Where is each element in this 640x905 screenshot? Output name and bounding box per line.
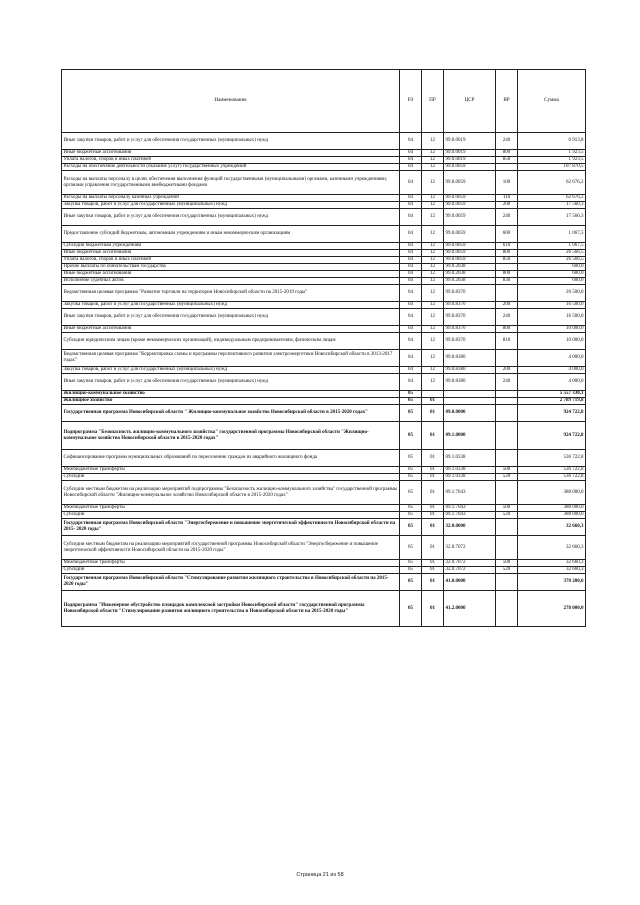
cell-name: Закупка товаров, работ и услуг для государственных (муниципальных) нужд (62, 367, 400, 374)
cell-name: Межбюджетные трансферты (62, 505, 400, 512)
cell-csr (444, 398, 496, 405)
header-pr: ПР (422, 70, 444, 133)
cell-vr: 830 (496, 278, 518, 285)
cell-rz: 05 (400, 574, 422, 591)
cell-pr: 01 (422, 591, 444, 627)
cell-vr (496, 422, 518, 450)
cell-name: Иные бюджетные ассигнования (62, 250, 400, 257)
cell-sum: 4 000,0 (518, 374, 586, 391)
cell-pr: 12 (422, 285, 444, 302)
cell-csr: 99.0.0059 (444, 257, 496, 264)
cell-sum: 10 000,0 (518, 326, 586, 333)
cell-vr (496, 164, 518, 171)
cell-csr: 99.0.8370 (444, 326, 496, 333)
cell-name: Уплата налогов, сборов и иных платежей (62, 157, 400, 164)
cell-rz: 04 (400, 285, 422, 302)
table-row (62, 450, 586, 467)
cell-pr: 12 (422, 133, 444, 150)
cell-sum: 278 000,0 (518, 591, 586, 627)
cell-vr: 800 (496, 271, 518, 278)
table-row (62, 202, 586, 209)
cell-csr: 99.0.2038 (444, 278, 496, 285)
table-row (62, 285, 586, 302)
cell-csr: 99.0.0059 (444, 243, 496, 250)
cell-vr: 800 (496, 250, 518, 257)
cell-pr: 01 (422, 574, 444, 591)
cell-csr: 99.0.2038 (444, 264, 496, 271)
cell-pr: 12 (422, 271, 444, 278)
table-row (62, 326, 586, 333)
cell-sum: 1 067,5 (518, 243, 586, 250)
cell-rz: 05 (400, 536, 422, 560)
cell-name: Уплата налогов, сборов и иных платежей (62, 257, 400, 264)
cell-csr: 99.0.0059 (444, 209, 496, 226)
table-row (62, 309, 586, 326)
cell-csr: 99.0.8380 (444, 367, 496, 374)
cell-vr (496, 519, 518, 536)
cell-csr: 99.0.8370 (444, 302, 496, 309)
cell-name: Иные закупки товаров, работ и услуг для обеспечения государственных (муниципальных) нужд (62, 209, 400, 226)
cell-pr: 01 (422, 567, 444, 574)
cell-pr: 01 (422, 481, 444, 505)
cell-sum: 2 789 719,8 (518, 398, 586, 405)
cell-name: Иные бюджетные ассигнования (62, 150, 400, 157)
cell-rz: 04 (400, 202, 422, 209)
cell-vr: 800 (496, 326, 518, 333)
cell-pr: 12 (422, 326, 444, 333)
cell-csr: 09.1.7043 (444, 481, 496, 505)
cell-vr: 240 (496, 209, 518, 226)
table-row (62, 257, 586, 264)
cell-sum: 6 913,8 (518, 133, 586, 150)
table-row (62, 519, 586, 536)
cell-pr: 12 (422, 257, 444, 264)
cell-vr: 850 (496, 257, 518, 264)
table-row (62, 474, 586, 481)
cell-name: Межбюджетные трансферты (62, 560, 400, 567)
cell-rz: 05 (400, 391, 422, 398)
cell-vr: 520 (496, 512, 518, 519)
cell-name: Субсидии (62, 474, 400, 481)
cell-pr: 12 (422, 202, 444, 209)
table-row (62, 481, 586, 505)
cell-pr: 01 (422, 422, 444, 450)
cell-name: Субсидии (62, 567, 400, 574)
cell-vr: 240 (496, 374, 518, 391)
cell-sum: 1 923,5 (518, 150, 586, 157)
cell-sum: 1 923,5 (518, 157, 586, 164)
cell-pr: 12 (422, 209, 444, 226)
cell-sum: 388 000,0 (518, 505, 586, 512)
header-rz: РЗ (400, 70, 422, 133)
cell-csr: 32.0.7072 (444, 567, 496, 574)
cell-pr: 01 (422, 560, 444, 567)
cell-rz: 04 (400, 367, 422, 374)
table-row (62, 278, 586, 285)
cell-vr: 810 (496, 333, 518, 350)
cell-rz: 04 (400, 302, 422, 309)
cell-vr: 240 (496, 133, 518, 150)
cell-pr: 12 (422, 243, 444, 250)
cell-pr: 12 (422, 250, 444, 257)
cell-vr: 800 (496, 150, 518, 157)
cell-name: Субсидии местным бюджетам на реализацию мероприятий подпрограммы "Безопасность жилищно-коммунального хозяйства" государственной программы Новосибирской области "Жилищно-коммунальное хозяйство Новосибирской области в 2015-2020 годах" (62, 481, 400, 505)
cell-pr: 01 (422, 512, 444, 519)
cell-sum: 536 722,8 (518, 450, 586, 467)
cell-vr (496, 398, 518, 405)
cell-name: Расходы на выплаты персоналу в целях обеспечения выполнения функций государственными (муниципальными) органами, казенными учреждениями, органами управления государственными внебюджетными фондами (62, 171, 400, 195)
cell-csr: 99.0.8370 (444, 333, 496, 350)
cell-rz: 05 (400, 505, 422, 512)
table-row (62, 591, 586, 627)
cell-csr: 09.1.0338 (444, 450, 496, 467)
table-row (62, 250, 586, 257)
cell-csr: 99.0.0059 (444, 202, 496, 209)
table-row (62, 333, 586, 350)
cell-name: Исполнение судебных актов (62, 278, 400, 285)
cell-sum: 32 660,3 (518, 567, 586, 574)
cell-sum: 17 560,3 (518, 202, 586, 209)
cell-sum: 16 500,0 (518, 309, 586, 326)
cell-vr (496, 405, 518, 422)
cell-rz: 04 (400, 209, 422, 226)
cell-rz: 04 (400, 164, 422, 171)
cell-csr: 99.0.0059 (444, 250, 496, 257)
table-row (62, 560, 586, 567)
cell-csr: 99.0.8370 (444, 285, 496, 302)
cell-csr: 32.0.0000 (444, 519, 496, 536)
cell-pr: 12 (422, 367, 444, 374)
cell-pr: 12 (422, 150, 444, 157)
cell-csr: 99.0.0019 (444, 150, 496, 157)
cell-sum: 10 000,0 (518, 333, 586, 350)
cell-sum: 388 000,0 (518, 512, 586, 519)
cell-rz: 04 (400, 278, 422, 285)
cell-pr: 12 (422, 374, 444, 391)
cell-vr (496, 391, 518, 398)
cell-pr: 01 (422, 519, 444, 536)
cell-name: Государственная программа Новосибирской области "Стимулирование развития жилищного строительства в Новосибирской области на 2015-2020 годы" (62, 574, 400, 591)
table-row (62, 350, 586, 367)
table-row (62, 467, 586, 474)
cell-pr: 12 (422, 226, 444, 243)
cell-vr (496, 591, 518, 627)
cell-rz: 05 (400, 474, 422, 481)
cell-rz: 04 (400, 257, 422, 264)
cell-vr: 600 (496, 226, 518, 243)
cell-pr: 01 (422, 405, 444, 422)
cell-csr: 99.0.0019 (444, 133, 496, 150)
cell-sum: 924 722,8 (518, 422, 586, 450)
header-sum: Сумма (518, 70, 586, 133)
table-row (62, 391, 586, 398)
table-row (62, 536, 586, 560)
cell-pr: 12 (422, 333, 444, 350)
cell-name: Государственная программа Новосибирской области "Энергосбережение и повышение энергетической эффективности Новосибирской области на 2015- 2020 годы" (62, 519, 400, 536)
table-row (62, 157, 586, 164)
cell-rz: 04 (400, 243, 422, 250)
page-number: Страница 21 из 58 (296, 872, 344, 878)
cell-csr: 09.1.7043 (444, 512, 496, 519)
cell-sum: 370 200,0 (518, 574, 586, 591)
cell-rz: 04 (400, 264, 422, 271)
cell-name: Субсидии местным бюджетам на реализацию мероприятий государственной программы Новосибирской области "Энергосбережение и повышение энергетической эффективности Новосибирской области на 2015-2020 годы" (62, 536, 400, 560)
cell-vr: 520 (496, 567, 518, 574)
cell-sum: 4 000,0 (518, 350, 586, 367)
cell-rz: 04 (400, 350, 422, 367)
cell-csr: 32.0.7072 (444, 560, 496, 567)
cell-name: Иные закупки товаров, работ и услуг для обеспечения государственных (муниципальных) нужд (62, 133, 400, 150)
cell-rz: 04 (400, 250, 422, 257)
cell-name: Предоставление субсидий бюджетным, автономным учреждениям и иным некоммерческим организациям (62, 226, 400, 243)
cell-pr: 12 (422, 171, 444, 195)
table-row (62, 302, 586, 309)
cell-name: Жилищное хозяйство (62, 398, 400, 405)
cell-rz: 05 (400, 591, 422, 627)
table-row (62, 150, 586, 157)
cell-rz: 04 (400, 133, 422, 150)
cell-sum: 600,0 (518, 271, 586, 278)
cell-name: Субсидии юридическим лицам (кроме некоммерческих организаций), индивидуальным предпринимателям, физическим лицам (62, 333, 400, 350)
cell-csr: 99.0.0059 (444, 171, 496, 195)
cell-sum: 16 500,0 (518, 302, 586, 309)
cell-rz: 05 (400, 467, 422, 474)
cell-vr: 110 (496, 195, 518, 202)
cell-sum: 536 722,8 (518, 467, 586, 474)
cell-sum: 1 067,5 (518, 226, 586, 243)
cell-vr (496, 481, 518, 505)
table-row (62, 422, 586, 450)
cell-vr (496, 574, 518, 591)
cell-name: Прочие выплаты по обязательствам государства (62, 264, 400, 271)
cell-sum: 600,0 (518, 264, 586, 271)
cell-csr: 41.2.0000 (444, 591, 496, 627)
cell-rz: 04 (400, 171, 422, 195)
cell-vr: 240 (496, 309, 518, 326)
cell-name: Подпрограмма "Безопасность жилищно-коммунального хозяйства" государственной программы Новосибирской области "Жилищно-коммунальное хозяйство Новосибирской области в 2015-2020 годах" (62, 422, 400, 450)
cell-rz: 04 (400, 374, 422, 391)
cell-pr: 12 (422, 195, 444, 202)
cell-name: Жилищно-коммунальное хозяйство (62, 391, 400, 398)
cell-vr: 520 (496, 474, 518, 481)
cell-rz: 04 (400, 309, 422, 326)
table-row (62, 574, 586, 591)
cell-csr: 41.0.0000 (444, 574, 496, 591)
cell-sum: 62 676,2 (518, 171, 586, 195)
cell-vr: 200 (496, 302, 518, 309)
table-row (62, 264, 586, 271)
cell-csr: 32.0.7072 (444, 536, 496, 560)
cell-rz: 05 (400, 512, 422, 519)
cell-vr (496, 536, 518, 560)
cell-rz: 05 (400, 560, 422, 567)
table-row (62, 367, 586, 374)
cell-vr (496, 350, 518, 367)
cell-rz: 04 (400, 271, 422, 278)
cell-csr: 09.1.0338 (444, 474, 496, 481)
cell-name: Иные бюджетные ассигнования (62, 271, 400, 278)
cell-name: Закупка товаров, работ и услуг для государственных (муниципальных) нужд (62, 202, 400, 209)
cell-name: Иные закупки товаров, работ и услуг для обеспечения государственных (муниципальных) нужд (62, 374, 400, 391)
header-vr: ВР (496, 70, 518, 133)
cell-name: Межбюджетные трансферты (62, 467, 400, 474)
cell-csr: 99.0.0059 (444, 164, 496, 171)
table-row (62, 243, 586, 250)
cell-pr: 01 (422, 474, 444, 481)
cell-pr (422, 391, 444, 398)
cell-name: Государственная программа Новосибирской области " Жилищно-коммунальное хозяйство Новосибирской области в 2015-2020 годах" (62, 405, 400, 422)
cell-name: Субсидии (62, 512, 400, 519)
table-row (62, 164, 586, 171)
cell-sum: 924 722,8 (518, 405, 586, 422)
cell-vr: 850 (496, 157, 518, 164)
table-row (62, 512, 586, 519)
table-row (62, 171, 586, 195)
cell-pr: 12 (422, 164, 444, 171)
cell-rz: 04 (400, 333, 422, 350)
cell-name: Софинансирование программ муниципальных образований по переселению граждан из аварийного жилищного фонда (62, 450, 400, 467)
cell-vr: 500 (496, 467, 518, 474)
cell-csr: 09.1.0338 (444, 467, 496, 474)
cell-vr (496, 264, 518, 271)
table-row (62, 374, 586, 391)
table-row (62, 405, 586, 422)
cell-pr: 12 (422, 350, 444, 367)
cell-pr: 01 (422, 536, 444, 560)
cell-csr: 99.0.0059 (444, 195, 496, 202)
cell-pr: 01 (422, 450, 444, 467)
table-row (62, 398, 586, 405)
table-row (62, 271, 586, 278)
cell-csr (444, 391, 496, 398)
cell-pr: 12 (422, 157, 444, 164)
cell-sum: 5 557 330,1 (518, 391, 586, 398)
cell-name: Расходы на выплаты персоналу казенных учреждений (62, 195, 400, 202)
cell-pr: 01 (422, 505, 444, 512)
cell-name: Иные бюджетные ассигнования (62, 326, 400, 333)
cell-pr: 01 (422, 467, 444, 474)
cell-csr: 99.0.8380 (444, 350, 496, 367)
cell-sum: 17 560,3 (518, 209, 586, 226)
header-name: Наименование (62, 70, 400, 133)
cell-rz: 04 (400, 195, 422, 202)
budget-table (61, 69, 586, 627)
cell-sum: 62 676,2 (518, 195, 586, 202)
cell-name: Расходы на обеспечение деятельности (оказание услуг) государственных учреждений (62, 164, 400, 171)
cell-vr: 500 (496, 560, 518, 567)
cell-csr: 99.0.8370 (444, 309, 496, 326)
cell-name: Ведомственная целевая программа "Корректировка схемы и программы перспективного развития электроэнергетики Новосибирской области в 2013-2017 годах" (62, 350, 400, 367)
cell-csr: 99.0.0059 (444, 226, 496, 243)
cell-rz: 05 (400, 405, 422, 422)
cell-name: Субсидии бюджетным учреждениям (62, 243, 400, 250)
cell-rz: 04 (400, 226, 422, 243)
table-row (62, 567, 586, 574)
cell-name: Ведомственная целевая программа "Развитие торговли на территории Новосибирской области на 2015-2019 годы" (62, 285, 400, 302)
cell-rz: 05 (400, 519, 422, 536)
cell-csr: 09.1.0000 (444, 422, 496, 450)
cell-rz: 05 (400, 398, 422, 405)
cell-rz: 04 (400, 150, 422, 157)
cell-name: Подпрограмма "Инженерное обустройство площадок комплексной застройки Новосибирской области" государственной программы Новосибирской области "Стимулирование развития жилищного строительства в Новосибирской области на 2015-2020 годы" (62, 591, 400, 627)
cell-rz: 05 (400, 567, 422, 574)
cell-csr: 09.1.7043 (444, 505, 496, 512)
cell-csr: 99.0.0019 (444, 157, 496, 164)
table-row (62, 195, 586, 202)
cell-vr: 500 (496, 505, 518, 512)
cell-vr (496, 450, 518, 467)
cell-vr: 200 (496, 367, 518, 374)
cell-sum: 32 660,3 (518, 519, 586, 536)
cell-vr: 200 (496, 202, 518, 209)
cell-csr: 99.0.2038 (444, 271, 496, 278)
cell-sum: 388 000,0 (518, 481, 586, 505)
cell-sum: 4 000,0 (518, 367, 586, 374)
cell-sum: 26 500,0 (518, 285, 586, 302)
cell-name: Закупка товаров, работ и услуг для государственных (муниципальных) нужд (62, 302, 400, 309)
cell-pr: 01 (422, 398, 444, 405)
cell-rz: 04 (400, 326, 422, 333)
cell-pr: 12 (422, 302, 444, 309)
cell-vr (496, 285, 518, 302)
cell-sum: 32 660,3 (518, 536, 586, 560)
cell-rz: 05 (400, 422, 422, 450)
cell-csr: 09.0.0000 (444, 405, 496, 422)
cell-pr: 12 (422, 309, 444, 326)
cell-rz: 04 (400, 157, 422, 164)
cell-sum: 26 566,5 (518, 250, 586, 257)
table-row (62, 209, 586, 226)
cell-sum: 32 660,3 (518, 560, 586, 567)
cell-sum: 107 870,5 (518, 164, 586, 171)
header-csr: ЦСР (444, 70, 496, 133)
cell-sum: 26 566,5 (518, 257, 586, 264)
table-row (62, 505, 586, 512)
cell-pr: 12 (422, 278, 444, 285)
cell-csr: 99.0.8380 (444, 374, 496, 391)
cell-sum: 600,0 (518, 278, 586, 285)
cell-rz: 05 (400, 450, 422, 467)
cell-sum: 536 722,8 (518, 474, 586, 481)
cell-rz: 05 (400, 481, 422, 505)
cell-vr: 610 (496, 243, 518, 250)
table-body (62, 133, 586, 627)
cell-vr: 100 (496, 171, 518, 195)
table-row (62, 133, 586, 150)
cell-pr: 12 (422, 264, 444, 271)
cell-name: Иные закупки товаров, работ и услуг для обеспечения государственных (муниципальных) нужд (62, 309, 400, 326)
table-row (62, 226, 586, 243)
table-header-row (62, 70, 586, 133)
